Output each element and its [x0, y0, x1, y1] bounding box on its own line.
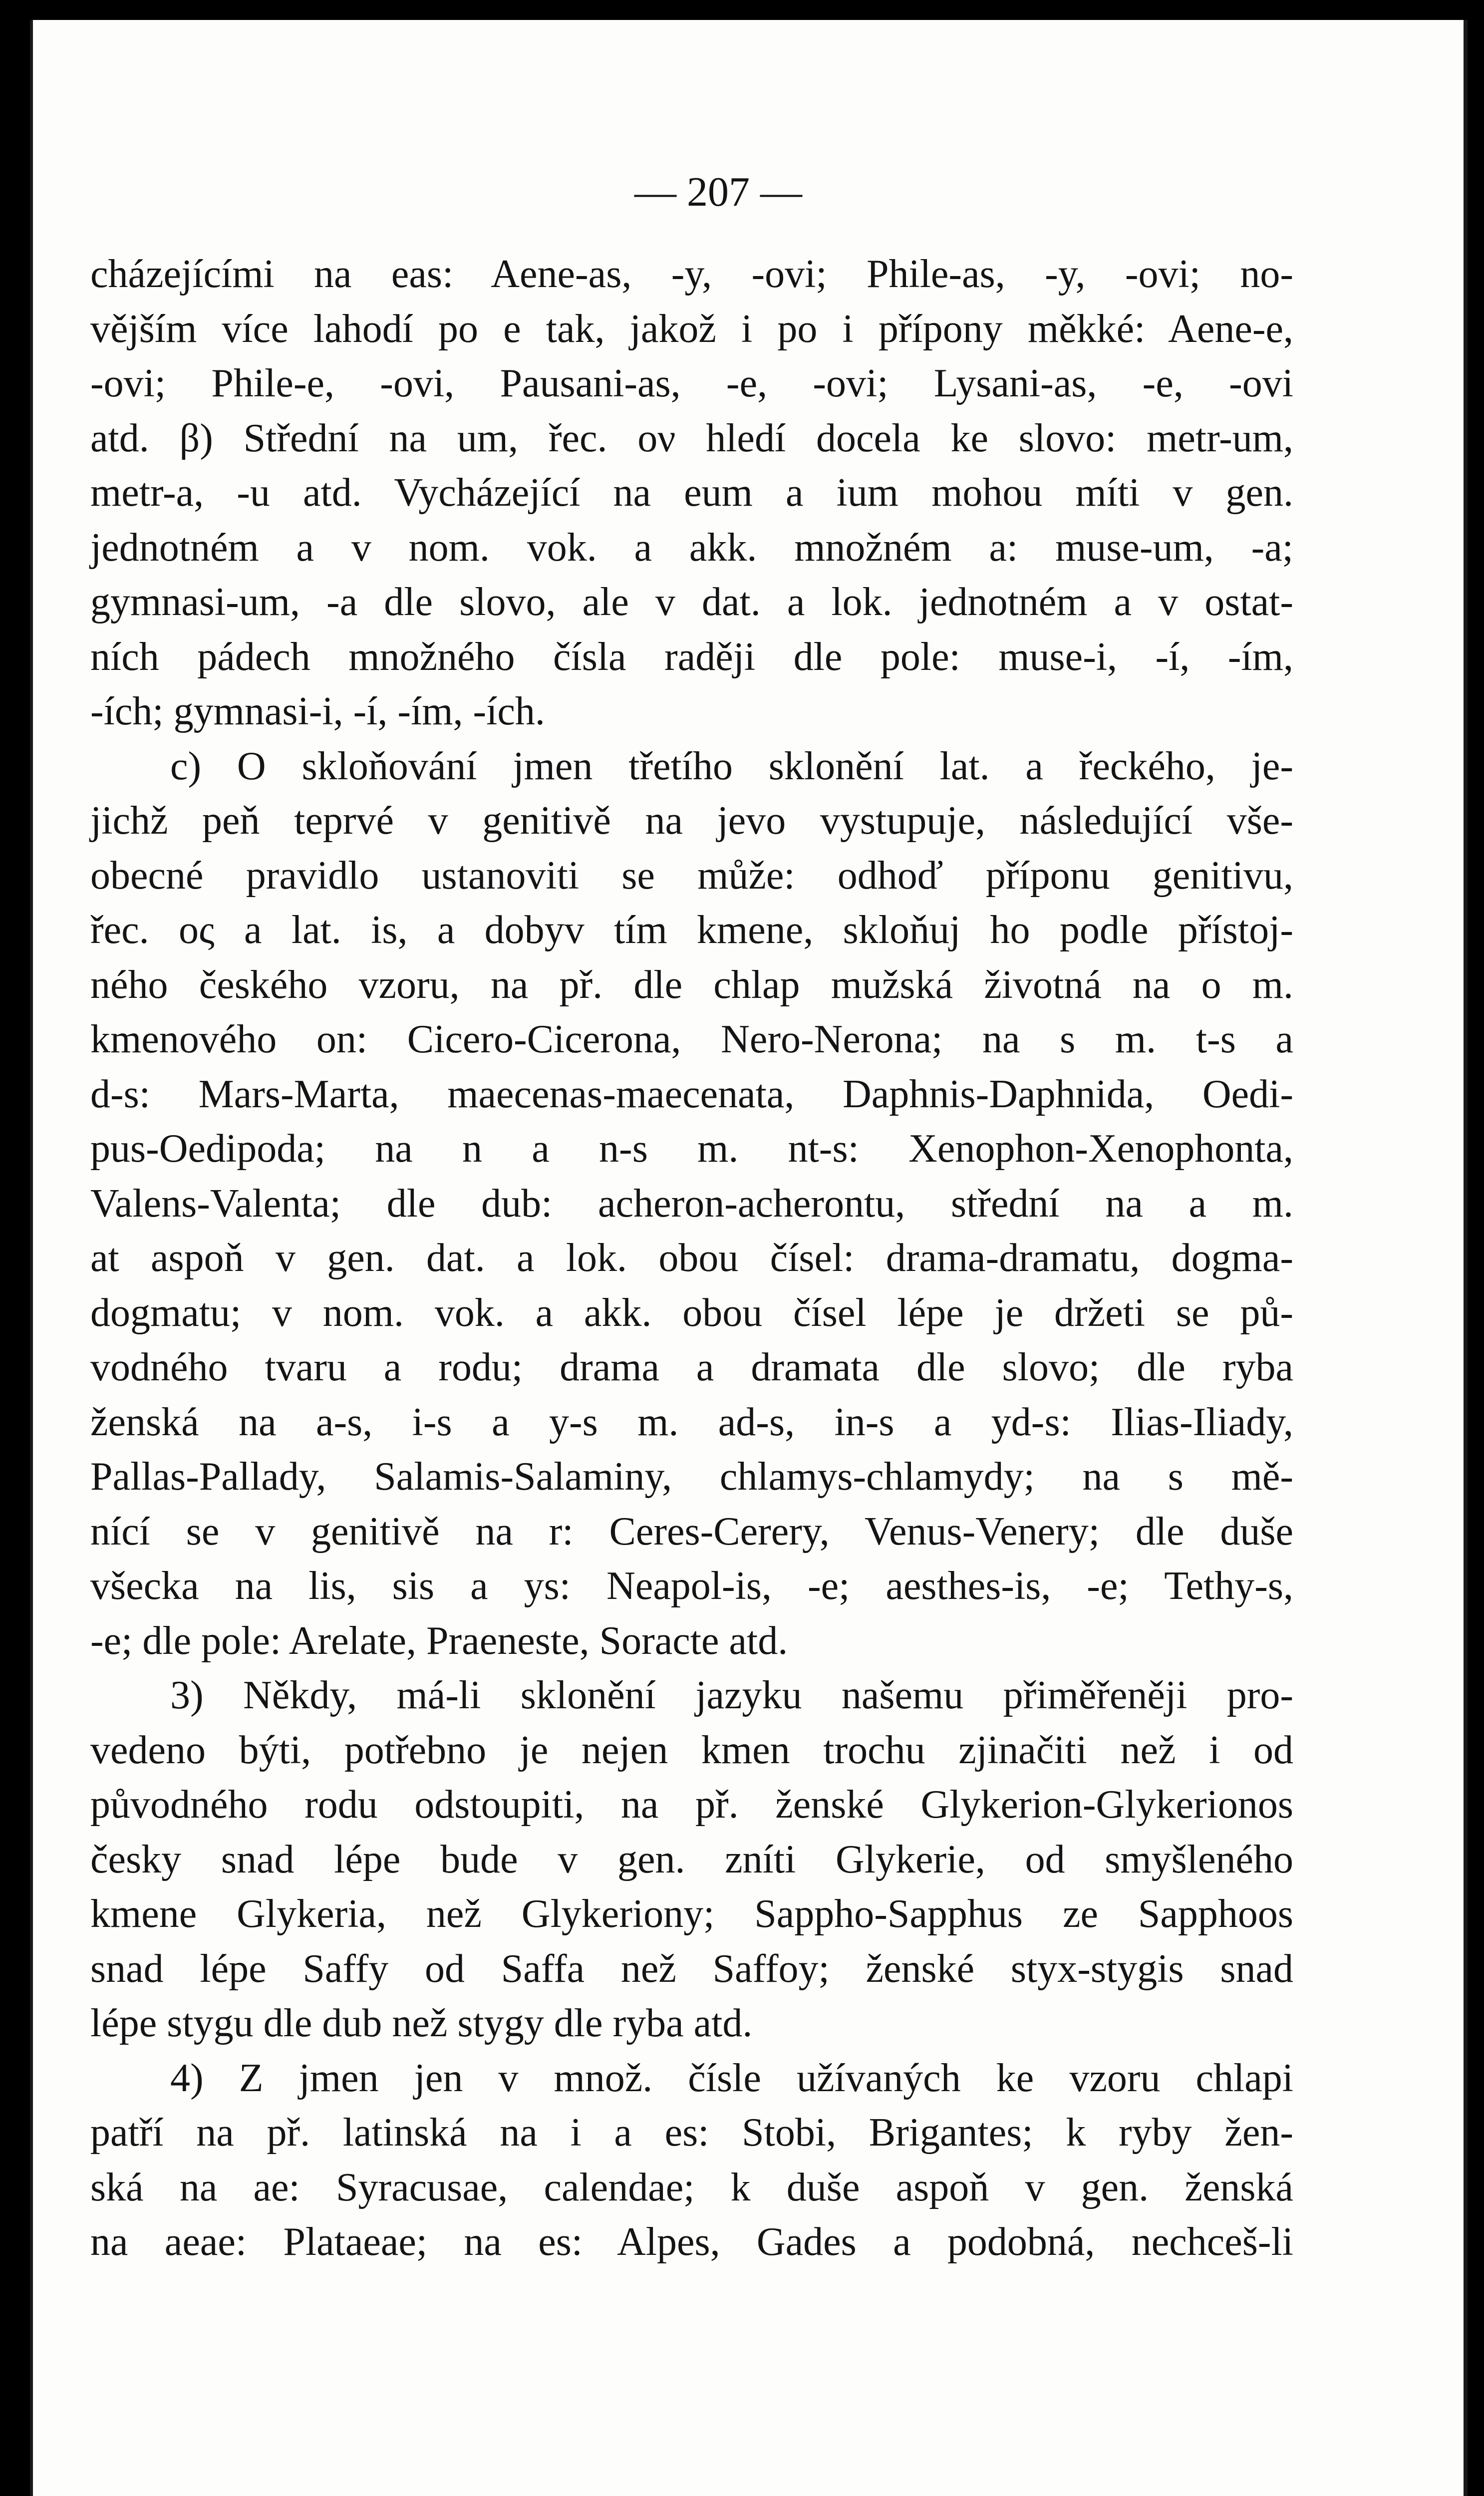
- book-page: [30, 20, 1468, 2496]
- text-line: kmene Glykeria, než Glykeriony; Sappho-Sapphus ze Sapphoos: [90, 1892, 1293, 1936]
- text-line: -e; dle pole: Arelate, Praeneste, Soracte atd.: [90, 1618, 788, 1663]
- text-line: lépe stygu dle dub než stygy dle ryba atd.: [90, 2001, 753, 2045]
- text-line: Pallas-Pallady, Salamis-Salaminy, chlamys-chlamydy; na s mě-: [90, 1455, 1293, 1499]
- text-line: -ovi; Phile-e, -ovi, Pausani-as, -e, -ovi; Lysani-as, -e, -ovi: [90, 361, 1293, 405]
- text-line: vodného tvaru a rodu; drama a dramata dle slovo; dle ryba: [90, 1345, 1293, 1389]
- text-line: -ích; gymnasi-i, -í, -ím, -ích.: [90, 689, 545, 733]
- text-line: ného českého vzoru, na př. dle chlap mužská životná na o m.: [90, 962, 1293, 1007]
- page-number: — 207 —: [634, 169, 802, 215]
- text-line: ženská na a-s, i-s a y-s m. ad-s, in-s a yd-s: Ilias-Iliady,: [90, 1400, 1293, 1444]
- page-text: [90, 247, 1293, 2270]
- text-line: česky snad lépe bude v gen. zníti Glykerie, od smyšleného: [90, 1837, 1293, 1881]
- text-line: patří na př. latinská na i a es: Stobi, Brigantes; k ryby žen-: [90, 2111, 1293, 2155]
- text-line: ních pádech množného čísla raději dle pole: muse-i, -í, -ím,: [90, 634, 1293, 679]
- text-line: metr-a, -u atd. Vycházející na eum a ium mohou míti v gen.: [90, 471, 1293, 515]
- text-line: snad lépe Saffy od Saffa než Saffoy; ženské styx-stygis snad: [90, 1946, 1293, 1991]
- text-line: kmenového on: Cicero-Cicerona, Nero-Nerona; na s m. t-s a: [90, 1017, 1293, 1061]
- text-line: cházejícími na eas: Aene-as, -y, -ovi; Phile-as, -y, -ovi; no-: [90, 252, 1293, 296]
- text-line: nící se v genitivě na r: Ceres-Cerery, Venus-Venery; dle duše: [90, 1509, 1293, 1554]
- text-line: na aeae: Plataeae; na es: Alpes, Gades a podobná, nechceš-li: [90, 2220, 1293, 2264]
- text-line: d-s: Mars-Marta, maecenas-maecenata, Daphnis-Daphnida, Oedi-: [90, 1072, 1293, 1116]
- text-line: pus-Oedipoda; na n a n-s m. nt-s: Xenophon-Xenophonta,: [90, 1127, 1293, 1171]
- text-line: 3) Někdy, má-li sklonění jazyku našemu přiměřeněji pro-: [170, 1673, 1293, 1717]
- text-line: řec. ος a lat. is, a dobyv tím kmene, skloňuj ho podle přístoj-: [90, 908, 1293, 952]
- text-line: gymnasi-um, -a dle slovo, ale v dat. a lok. jednotném a v ostat-: [90, 580, 1293, 624]
- text-line: vedeno býti, potřebno je nejen kmen trochu zjinačiti než i od: [90, 1728, 1293, 1772]
- text-line: původného rodu odstoupiti, na př. ženské Glykerion-Glykerionos: [90, 1783, 1293, 1827]
- text-line: atd. β) Střední na um, řec. ον hledí docela ke slovo: metr-um,: [90, 416, 1293, 460]
- text-line: vějším více lahodí po e tak, jakož i po i přípony měkké: Aene-e,: [90, 307, 1293, 351]
- text-line: jichž peň teprvé v genitivě na jevo vystupuje, následující vše-: [90, 799, 1293, 843]
- text-line: Valens-Valenta; dle dub: acheron-acherontu, střední na a m.: [90, 1181, 1293, 1226]
- text-line: dogmatu; v nom. vok. a akk. obou čísel lépe je držeti se pů-: [90, 1290, 1293, 1335]
- text-line: ská na ae: Syracusae, calendae; k duše aspoň v gen. ženská: [90, 2165, 1293, 2209]
- text-line: c) O skloňování jmen třetího sklonění lat. a řeckého, je-: [170, 744, 1293, 788]
- text-line: jednotném a v nom. vok. a akk. množném a: muse-um, -a;: [90, 525, 1293, 570]
- text-line: at aspoň v gen. dat. a lok. obou čísel: drama-dramatu, dogma-: [90, 1236, 1293, 1280]
- text-line: všecka na lis, sis a ys: Neapol-is, -e; aesthes-is, -e; Tethy-s,: [90, 1564, 1293, 1608]
- text-line: 4) Z jmen jen v množ. čísle užívaných ke vzoru chlapi: [170, 2056, 1293, 2100]
- text-line: obecné pravidlo ustanoviti se může: odhoď příponu genitivu,: [90, 853, 1293, 898]
